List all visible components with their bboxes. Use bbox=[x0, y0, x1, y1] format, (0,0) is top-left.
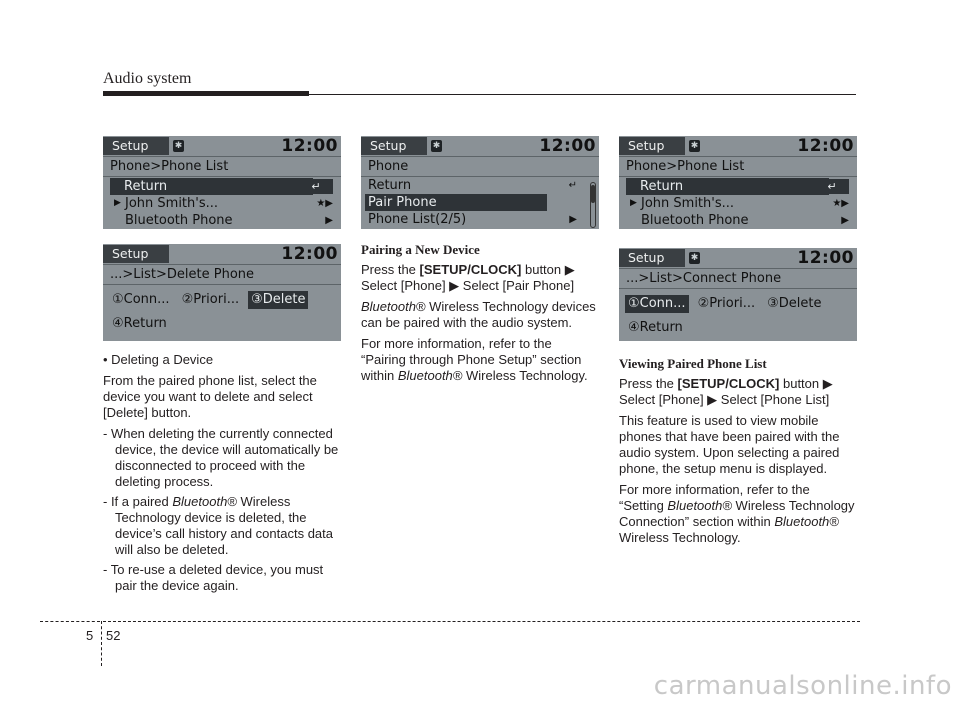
reference-paragraph bbox=[619, 482, 857, 546]
section-heading: Viewing Paired Phone List bbox=[619, 356, 767, 371]
arrow-right-icon: ▶ bbox=[841, 215, 849, 226]
screen-phone-menu bbox=[361, 136, 599, 229]
screen-title: Setup bbox=[619, 249, 685, 267]
back-arrow-icon: ↵ bbox=[568, 180, 577, 191]
page-header-title: Audio system bbox=[103, 70, 192, 87]
page-number: 52 bbox=[106, 628, 121, 643]
option-delete[interactable]: ③Delete bbox=[767, 296, 822, 311]
body-text: Wireless Technology. bbox=[462, 368, 588, 383]
body-text: Wireless Technology. bbox=[619, 530, 741, 545]
footer-divider bbox=[101, 621, 102, 666]
dash-item bbox=[103, 494, 341, 558]
option-connect[interactable]: ①Conn... bbox=[625, 295, 689, 313]
option-return[interactable]: ④Return bbox=[628, 320, 683, 335]
list-item-label: Bluetooth Phone bbox=[125, 213, 233, 228]
star-arrow-icon: ★▶ bbox=[316, 198, 333, 209]
chapter-number: 5 bbox=[86, 628, 94, 643]
column-viewing-list bbox=[619, 356, 857, 551]
bluetooth-icon: ✱ bbox=[690, 253, 699, 263]
star-arrow-icon: ★▶ bbox=[832, 198, 849, 209]
dash-text: Wireless Technology device is deleted, the device’s call history and contacts data will also be deleted. bbox=[115, 494, 333, 557]
screen-status-bar bbox=[619, 248, 857, 269]
body-paragraph: This feature is used to view mobile phones that have been paired with the audio system. Upon selecting a paired phone, the setup menu is displayed. bbox=[619, 413, 840, 476]
list-item[interactable] bbox=[619, 195, 857, 212]
option-menu bbox=[619, 289, 857, 337]
bluetooth-term: Bluetooth® bbox=[667, 498, 732, 513]
option-priority[interactable]: ②Priori... bbox=[697, 296, 756, 311]
bullet-heading: • Deleting a Device bbox=[103, 352, 214, 367]
list-item[interactable] bbox=[103, 212, 341, 229]
screen-path: Phone bbox=[361, 157, 599, 177]
section-heading: Pairing a New Device bbox=[361, 242, 480, 257]
screen-title: Setup bbox=[103, 137, 169, 155]
bluetooth-term: Bluetooth® bbox=[774, 514, 839, 529]
column-deleting-device bbox=[103, 352, 341, 598]
screen-clock: 12:00 bbox=[281, 244, 338, 264]
bluetooth-term: Bluetooth® bbox=[361, 299, 426, 314]
screen-connect-phone bbox=[619, 248, 857, 341]
screen-title: Setup bbox=[361, 137, 427, 155]
screen-title: Setup bbox=[103, 245, 169, 263]
screen-clock: 12:00 bbox=[797, 136, 854, 156]
return-row[interactable] bbox=[626, 178, 829, 195]
screen-path: ...>List>Delete Phone bbox=[103, 265, 341, 285]
dash-item: - To re-use a deleted device, you must pair the device again. bbox=[103, 562, 324, 593]
reference-paragraph bbox=[361, 336, 599, 384]
footer-rule bbox=[103, 621, 860, 622]
arrow-right-icon: ▶ bbox=[325, 215, 333, 226]
pair-phone-row[interactable] bbox=[365, 194, 547, 211]
return-row[interactable] bbox=[361, 177, 599, 194]
scrollbar[interactable] bbox=[590, 182, 596, 228]
bluetooth-icon: ✱ bbox=[432, 141, 441, 151]
return-row[interactable] bbox=[110, 178, 313, 195]
return-label: Return bbox=[640, 179, 684, 194]
watermark: carmanualsonline.info bbox=[653, 671, 952, 701]
return-label: Return bbox=[124, 179, 168, 194]
header-rule-thin bbox=[309, 94, 856, 95]
screen-path: Phone>Phone List bbox=[103, 157, 341, 177]
screen-status-bar bbox=[361, 136, 599, 157]
option-menu bbox=[103, 285, 341, 333]
screen-status-bar bbox=[103, 244, 341, 265]
option-connect[interactable]: ①Conn... bbox=[112, 292, 170, 307]
screen-clock: 12:00 bbox=[539, 136, 596, 156]
arrow-right-icon: ▶ bbox=[114, 198, 121, 208]
arrow-right-icon: ▶ bbox=[630, 198, 637, 208]
list-item-label: Phone List(2/5) bbox=[368, 212, 467, 227]
list-item[interactable] bbox=[619, 212, 857, 229]
option-delete[interactable]: ③Delete bbox=[248, 291, 308, 309]
return-label: Return bbox=[368, 178, 412, 193]
bluetooth-term: Bluetooth® bbox=[172, 494, 237, 509]
list-item-label: John Smith's... bbox=[641, 196, 735, 211]
key-name: [SETUP/CLOCK] bbox=[677, 376, 780, 391]
list-item[interactable] bbox=[361, 211, 599, 228]
screen-title: Setup bbox=[619, 137, 685, 155]
screen-phone-list-1 bbox=[103, 136, 341, 229]
bluetooth-icon: ✱ bbox=[690, 141, 699, 151]
scrollbar-thumb[interactable] bbox=[591, 185, 595, 203]
body-text: Wireless Technology Connection” section within bbox=[619, 498, 855, 529]
body-text: Press the bbox=[619, 376, 678, 391]
back-arrow-icon[interactable]: ↵ bbox=[299, 179, 333, 194]
instruction-paragraph bbox=[361, 262, 599, 294]
screen-path: ...>List>Connect Phone bbox=[619, 269, 857, 289]
arrow-right-icon: ▶ bbox=[569, 214, 577, 225]
back-arrow-icon[interactable]: ↵ bbox=[815, 179, 849, 194]
bluetooth-term: Bluetooth® bbox=[397, 368, 463, 383]
body-text: button ▶ Select [Phone] ▶ Select [Pair Phone] bbox=[361, 262, 575, 293]
option-return[interactable]: ④Return bbox=[112, 316, 167, 331]
screen-clock: 12:00 bbox=[281, 136, 338, 156]
instruction-paragraph bbox=[619, 376, 857, 408]
body-text: Wireless Technology devices can be paired with the audio system. bbox=[361, 299, 596, 330]
body-text: For more information, refer to the “Setting bbox=[619, 482, 810, 513]
option-priority[interactable]: ②Priori... bbox=[181, 292, 240, 307]
list-item-label: Bluetooth Phone bbox=[641, 213, 749, 228]
footer-rule bbox=[40, 621, 100, 622]
body-text: Press the bbox=[361, 262, 420, 277]
screen-status-bar bbox=[103, 136, 341, 157]
header-rule-thick bbox=[103, 91, 309, 96]
dash-text: - If a paired bbox=[103, 494, 173, 509]
screen-status-bar bbox=[619, 136, 857, 157]
column-pairing-device bbox=[361, 242, 599, 389]
list-item-label: John Smith's... bbox=[125, 196, 219, 211]
screen-delete-phone bbox=[103, 244, 341, 341]
list-item-label: Pair Phone bbox=[368, 195, 437, 210]
intro-paragraph: From the paired phone list, select the device you want to delete and select [Delete] button. bbox=[103, 373, 317, 420]
body-paragraph bbox=[361, 299, 599, 331]
key-name: [SETUP/CLOCK] bbox=[419, 262, 522, 277]
bluetooth-icon: ✱ bbox=[174, 141, 183, 151]
dash-item: - When deleting the currently connected device, the device will automatically be disconnected to proceed with the deleting process. bbox=[103, 426, 339, 489]
screen-clock: 12:00 bbox=[797, 248, 854, 268]
screen-path: Phone>Phone List bbox=[619, 157, 857, 177]
screen-phone-list-2 bbox=[619, 136, 857, 229]
list-item[interactable] bbox=[103, 195, 341, 212]
body-text: button ▶ Select [Phone] ▶ Select [Phone List] bbox=[619, 376, 833, 407]
body-text: For more information, refer to the “Pairing through Phone Setup” section within bbox=[361, 336, 582, 383]
